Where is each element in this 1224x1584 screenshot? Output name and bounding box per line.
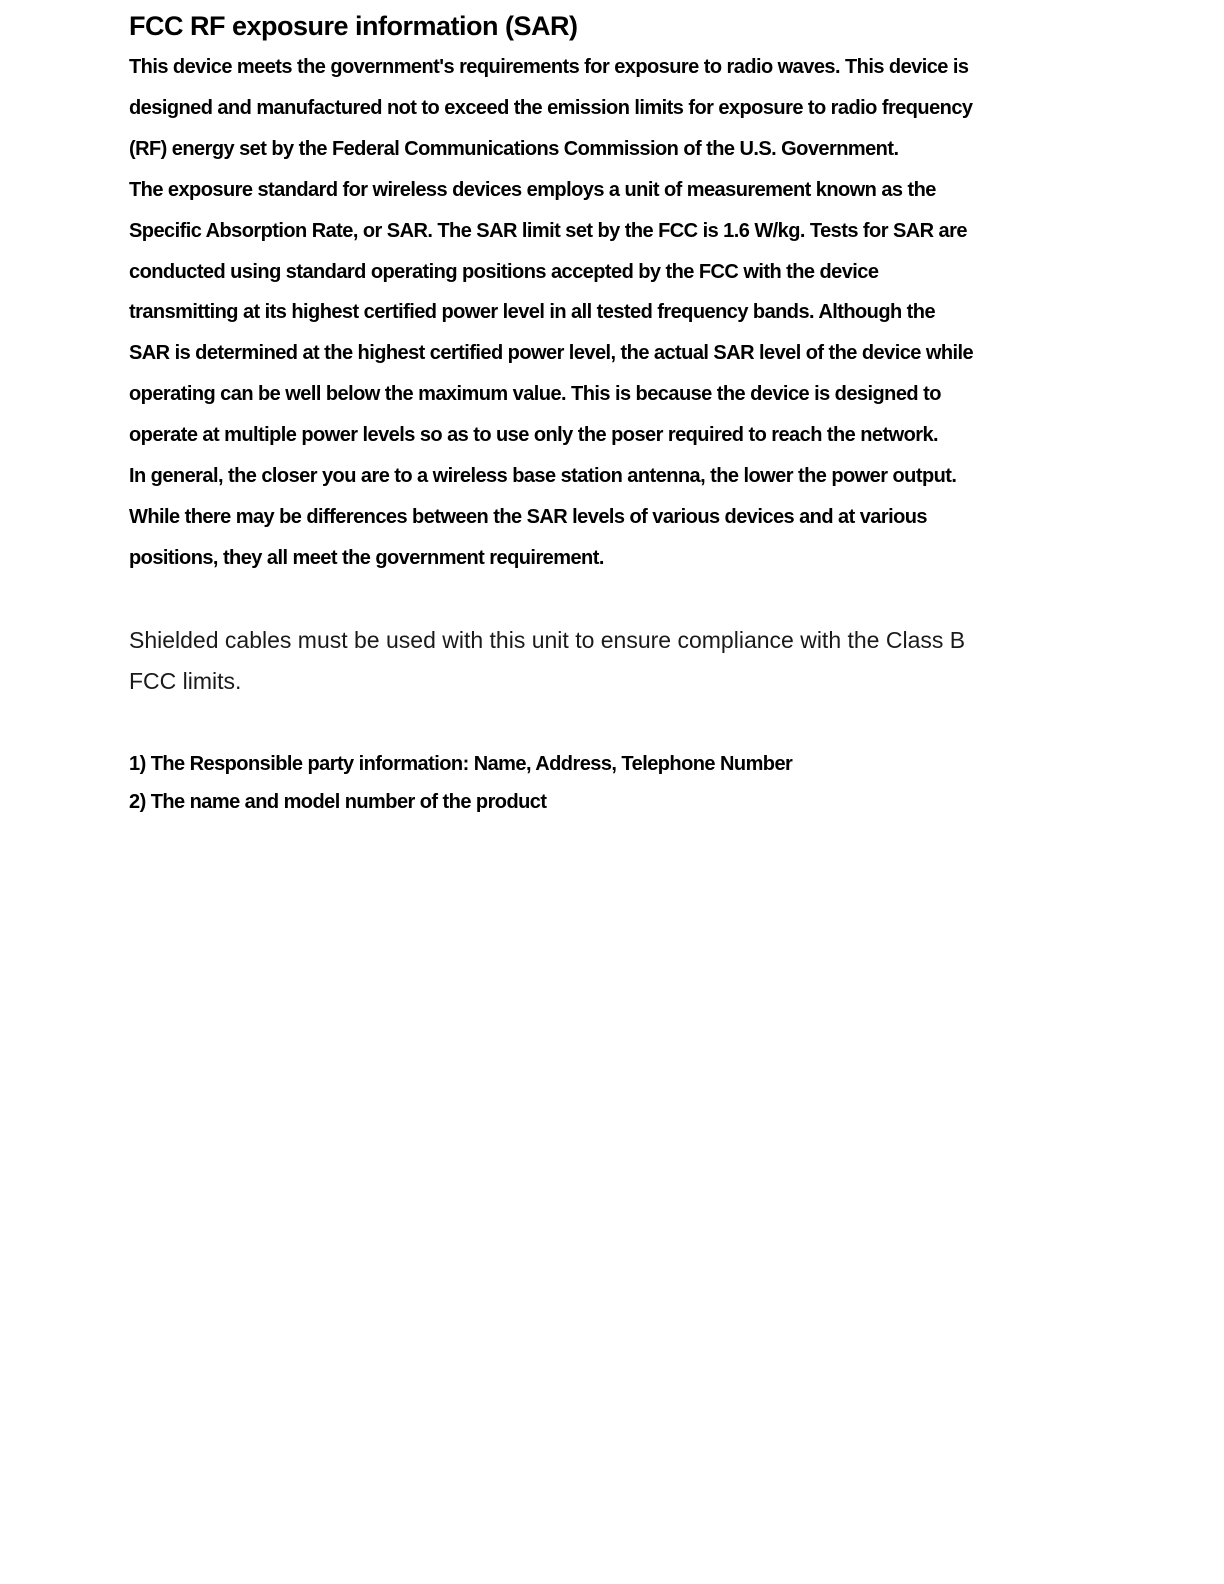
list-item: 2) The name and model number of the product — [129, 791, 547, 813]
sar-line: conducted using standard operating positions accepted by the FCC with the device — [129, 260, 879, 283]
sar-line: SAR is determined at the highest certified power level, the actual SAR level of the device while — [129, 342, 974, 365]
shielded-line: FCC limits. — [129, 668, 242, 694]
sar-line: (RF) energy set by the Federal Communications Commission of the U.S. Government. — [129, 137, 899, 160]
requirements-list — [129, 745, 1089, 821]
sar-line: Specific Absorption Rate, or SAR. The SAR limit set by the FCC is 1.6 W/kg. Tests for SAR are — [129, 219, 967, 242]
sar-line: positions, they all meet the government requirement. — [129, 546, 604, 569]
sar-line: In general, the closer you are to a wireless base station antenna, the lower the power output. — [129, 465, 957, 488]
sar-line: operating can be well below the maximum value. This is because the device is designed to — [129, 383, 941, 406]
shielded-cables-notice — [129, 620, 1089, 702]
sar-paragraph — [129, 47, 1089, 579]
list-item: 1) The Responsible party information: Name, Address, Telephone Number — [129, 753, 793, 775]
sar-line: The exposure standard for wireless devices employs a unit of measurement known as the — [129, 178, 936, 201]
sar-line: transmitting at its highest certified power level in all tested frequency bands. Although the — [129, 301, 936, 324]
sar-line: This device meets the government's requirements for exposure to radio waves. This device is — [129, 56, 969, 78]
sar-line: While there may be differences between the SAR levels of various devices and at various — [129, 505, 928, 528]
sar-line: operate at multiple power levels so as to use only the poser required to reach the network. — [129, 424, 939, 447]
sar-line: designed and manufactured not to exceed the emission limits for exposure to radio frequency — [129, 96, 973, 119]
shielded-line: Shielded cables must be used with this unit to ensure compliance with the Class B — [129, 627, 966, 653]
document-title: FCC RF exposure information (SAR) — [129, 11, 578, 41]
